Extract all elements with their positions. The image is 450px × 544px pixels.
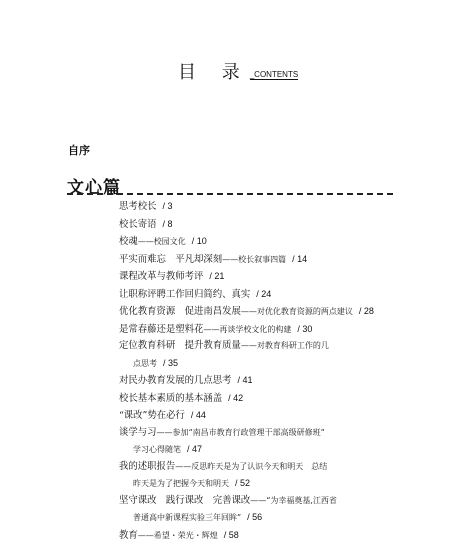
toc-list — [119, 198, 419, 544]
toc-subtitle: _CONTENTS — [250, 70, 298, 80]
entry-subtitle: ——参加“南昌市教育行政管理干部高级研修班” — [157, 428, 325, 437]
toc-entry[interactable] — [119, 198, 419, 216]
toc-entry[interactable] — [119, 527, 419, 544]
entry-subtitle-continued: 普通高中新课程实验三年回眸” — [133, 513, 241, 522]
entry-title: 校魂 — [119, 236, 138, 247]
entry-title: 坚守课改 践行课改 完善课改 — [119, 495, 250, 506]
entry-subtitle: ——希望・荣光・辉煌 — [138, 531, 218, 540]
entry-page: / 10 — [192, 236, 207, 246]
toc-entry[interactable] — [119, 407, 419, 425]
entry-page: / 52 — [235, 478, 250, 488]
toc-entry[interactable] — [119, 268, 419, 286]
toc-entry[interactable] — [119, 233, 419, 251]
section-divider — [67, 193, 393, 195]
entry-subtitle: ——对教育科研工作的几 — [241, 341, 329, 350]
entry-title: 是常春藤还是塑料花 — [119, 324, 203, 335]
toc-heading — [178, 58, 298, 84]
toc-entry[interactable] — [119, 459, 419, 493]
entry-subtitle-continued: 学习心得随笔 — [133, 445, 181, 454]
entry-page: / 56 — [247, 512, 262, 522]
entry-title: 优化教育资源 促进南昌发展 — [119, 306, 241, 317]
entry-subtitle: ——再谈学校文化的构建 — [203, 325, 291, 334]
entry-page: / 58 — [224, 530, 239, 540]
entry-page: / 44 — [191, 410, 206, 420]
toc-entry[interactable] — [119, 372, 419, 390]
entry-page: / 21 — [209, 271, 224, 281]
entry-page: / 8 — [163, 219, 173, 229]
toc-entry[interactable] — [119, 338, 419, 372]
entry-title: 谈学与习 — [119, 427, 157, 438]
entry-page: / 3 — [163, 201, 173, 211]
entry-subtitle: ——校长叙事四篇 — [222, 255, 286, 264]
entry-subtitle: ——“为幸福奠基,江西省 — [250, 496, 337, 505]
entry-title: 课程改革与教师考评 — [119, 271, 203, 282]
entry-page: / 30 — [297, 324, 312, 334]
entry-title: “课改”势在必行 — [119, 410, 185, 421]
entry-title: 让职称评聘工作回归简约、真实 — [119, 289, 250, 300]
entry-title: 校长寄语 — [119, 219, 157, 230]
toc-entry[interactable] — [119, 425, 419, 459]
entry-page: / 28 — [359, 306, 374, 316]
toc-entry[interactable] — [119, 216, 419, 234]
entry-title: 思考校长 — [119, 201, 157, 212]
entry-subtitle: ——反思昨天是为了认识今天和明天 总结 — [175, 462, 327, 471]
entry-subtitle-continued: 昨天是为了把握今天和明天 — [133, 479, 229, 488]
entry-page: / 14 — [292, 254, 307, 264]
toc-title: 目 录 — [178, 58, 250, 84]
toc-entry[interactable] — [119, 321, 419, 339]
entry-title: 我的述职报告 — [119, 461, 175, 472]
entry-title: 对民办教育发展的几点思考 — [119, 375, 232, 386]
entry-subtitle: ——对优化教育资源的两点建议 — [241, 307, 353, 316]
entry-page: / 47 — [187, 444, 202, 454]
toc-entry[interactable] — [119, 286, 419, 304]
toc-entry[interactable] — [119, 390, 419, 408]
entry-page: / 24 — [256, 289, 271, 299]
toc-entry[interactable] — [119, 493, 419, 527]
preface-link[interactable]: 自序 — [68, 142, 90, 158]
entry-title: 平实而难忘 平凡却深刻 — [119, 254, 222, 265]
toc-entry[interactable] — [119, 303, 419, 321]
entry-title: 教育 — [119, 530, 138, 541]
entry-page: / 41 — [238, 375, 253, 385]
entry-page: / 35 — [163, 358, 178, 368]
entry-title: 校长基本素质的基本涵盖 — [119, 393, 222, 404]
entry-title: 定位教育科研 提升教育质量 — [119, 340, 241, 351]
entry-subtitle: ——校园文化 — [138, 237, 186, 246]
entry-subtitle-continued: 点思考 — [133, 359, 157, 368]
section-title: 文心篇 — [67, 173, 121, 198]
toc-entry[interactable] — [119, 251, 419, 269]
entry-page: / 42 — [228, 393, 243, 403]
